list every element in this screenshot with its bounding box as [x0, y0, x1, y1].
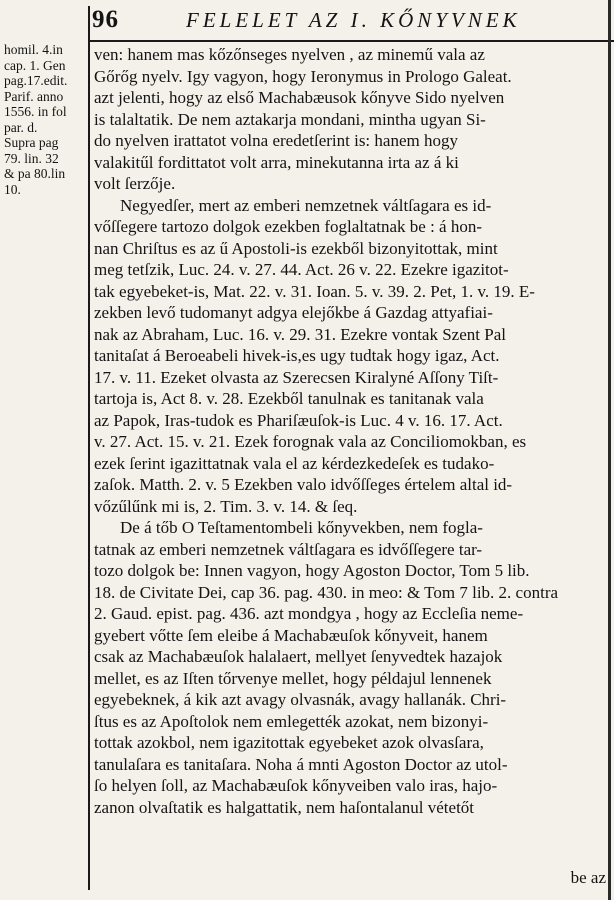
margin-note-line: 79. lin. 32	[4, 150, 59, 166]
text-line: zekben levő tudomanyt adgya elejőkbe á Gazdag attyafiai-	[94, 303, 493, 322]
text-line: Negyedſer, mert az emberi nemzetnek váltſagara es id-	[120, 195, 492, 215]
margin-note-line: Parif. anno	[4, 88, 64, 104]
text-line: 18. de Civitate Dei, cap 36. pag. 430. in meo: & Tom 7 lib. 2. contra	[94, 582, 559, 602]
text-line: v. 27. Act. 15. v. 21. Ezek forognak vala az Conciliomokban, es	[94, 432, 527, 451]
text-line: mellet, es az Iſten tőrvenye mellet, hogy példajul lennenek	[94, 668, 492, 688]
margin-notes	[4, 42, 86, 197]
text-line: vőzűlűnk mi is, 2. Tim. 3. v. 14. & ſeq.	[94, 496, 358, 516]
text-line: az Papok, Iras-tudok es Phariſæuſok-is Luc. 4 v. 16. 17. Act.	[94, 410, 503, 430]
running-head: FELELET AZ I. KŐNYVNEK	[186, 8, 521, 32]
text-line: tatnak az emberi nemzetnek váltſagara es idvőſſegere tar-	[94, 539, 483, 559]
text-line: tottak azokbol, nem igazitottak egyebeket azok olvasſara,	[94, 733, 484, 752]
margin-rule	[88, 6, 90, 890]
text-line: volt ſerzője.	[94, 174, 176, 193]
text-line: tanulaſara es tanitaſara. Noha á mnti Agoston Doctor az utol-	[94, 754, 508, 774]
text-line: gyebert vőtte ſem eleibe á Machabæuſok kőnyveit, hanem	[94, 625, 488, 645]
margin-note-line: par. d.	[4, 119, 38, 135]
text-line: 17. v. 11. Ezeket olvasta az Szerecsen Kiralyné Aſſony Tiſt-	[94, 367, 499, 387]
body-text	[94, 44, 610, 818]
margin-note-line: cap. 1. Gen	[4, 57, 66, 73]
text-line: egyebeknek, á kik azt avagy olvasnák, avagy hallanák. Chri-	[94, 690, 507, 709]
margin-note-line: & pa 80.lin	[4, 166, 66, 181]
text-line: Gőrőg nyelv. Igy vagyon, hogy Ieronymus in Prologo Galeat.	[94, 66, 512, 86]
catchword: be az	[570, 868, 606, 887]
text-line: ſo helyen ſoll, az Machabæuſok kőnyveiben valo iras, hajo-	[94, 776, 498, 795]
margin-note-line: homil. 4.in	[4, 42, 63, 57]
text-line: valakitűl fordittatot volt arra, minekutanna irta az á ki	[94, 152, 459, 172]
text-line: do nyelven irattatot volna eredetſerint is: hanem hogy	[94, 131, 458, 150]
text-line: tanitaſat á Beroeabeli hivek-is,es ugy tudtak hogy igaz, Act.	[94, 346, 500, 365]
text-line: De á tőb O Teſtamentombeli kőnyvekben, nem fogla-	[120, 518, 483, 537]
text-line: tak egyebeket-is, Mat. 22. v. 31. Ioan. 5. v. 39. 2. Pet, 1. v. 19. E-	[94, 281, 535, 301]
margin-note-line: 1556. in fol	[4, 104, 67, 119]
margin-note-line: Supra pag	[4, 135, 59, 150]
text-line: zanon olvaſtatik es halgattatik, nem haſontalanul vétetőt	[94, 797, 475, 817]
text-line: zaſok. Matth. 2. v. 5 Ezekben valo idvőſſeges értelem altal id-	[94, 475, 513, 494]
text-line: ſtus es az Apoſtolok nem emlegették azokat, nem bizonyi-	[94, 711, 489, 731]
margin-note-line: 10.	[4, 181, 21, 197]
text-line: tartoja is, Act 8. v. 28. Ezekből tanulnak es tanitanak vala	[94, 389, 484, 408]
header-rule	[88, 40, 614, 42]
page-header	[0, 4, 614, 38]
text-line: nan Chriſtus es az ű Apostoli-is ezekből bizonyitottak, mint	[94, 238, 498, 258]
text-line: azt jelenti, hogy az első Machabæusok kőnyve Sido nyelven	[94, 88, 505, 107]
margin-note-line: pag.17.edit.	[4, 73, 68, 88]
text-line: nak az Abraham, Luc. 16. v. 29. 31. Ezekre vontak Szent Pal	[94, 324, 506, 344]
page-number: 96	[92, 6, 119, 33]
text-line: ven: hanem mas kőzőnseges nyelven , az minemű vala az	[94, 45, 485, 64]
text-line: ezek ſerint igazittatnak vala el az kérdezkedeſek es tudako-	[94, 453, 495, 473]
text-line: meg tetſzik, Luc. 24. v. 27. 44. Act. 26 v. 22. Ezekre igazitot-	[94, 260, 509, 279]
text-line: vőſſegere tartozo dolgok ezekben foglaltatnak be : á hon-	[94, 217, 483, 236]
text-line: csak az Machabæuſok halalaert, mellyet ſenyvedtek hazajok	[94, 647, 503, 666]
text-line: is talaltatik. De nem aztakarja mondani, mintha ugyan Si-	[94, 109, 486, 129]
text-line: 2. Gaud. epist. pag. 436. azt mondgya , hogy az Eccleſia neme-	[94, 604, 524, 623]
text-line: tozo dolgok be: Innen vagyon, hogy Agoston Doctor, Tom 5 lib.	[94, 561, 530, 580]
